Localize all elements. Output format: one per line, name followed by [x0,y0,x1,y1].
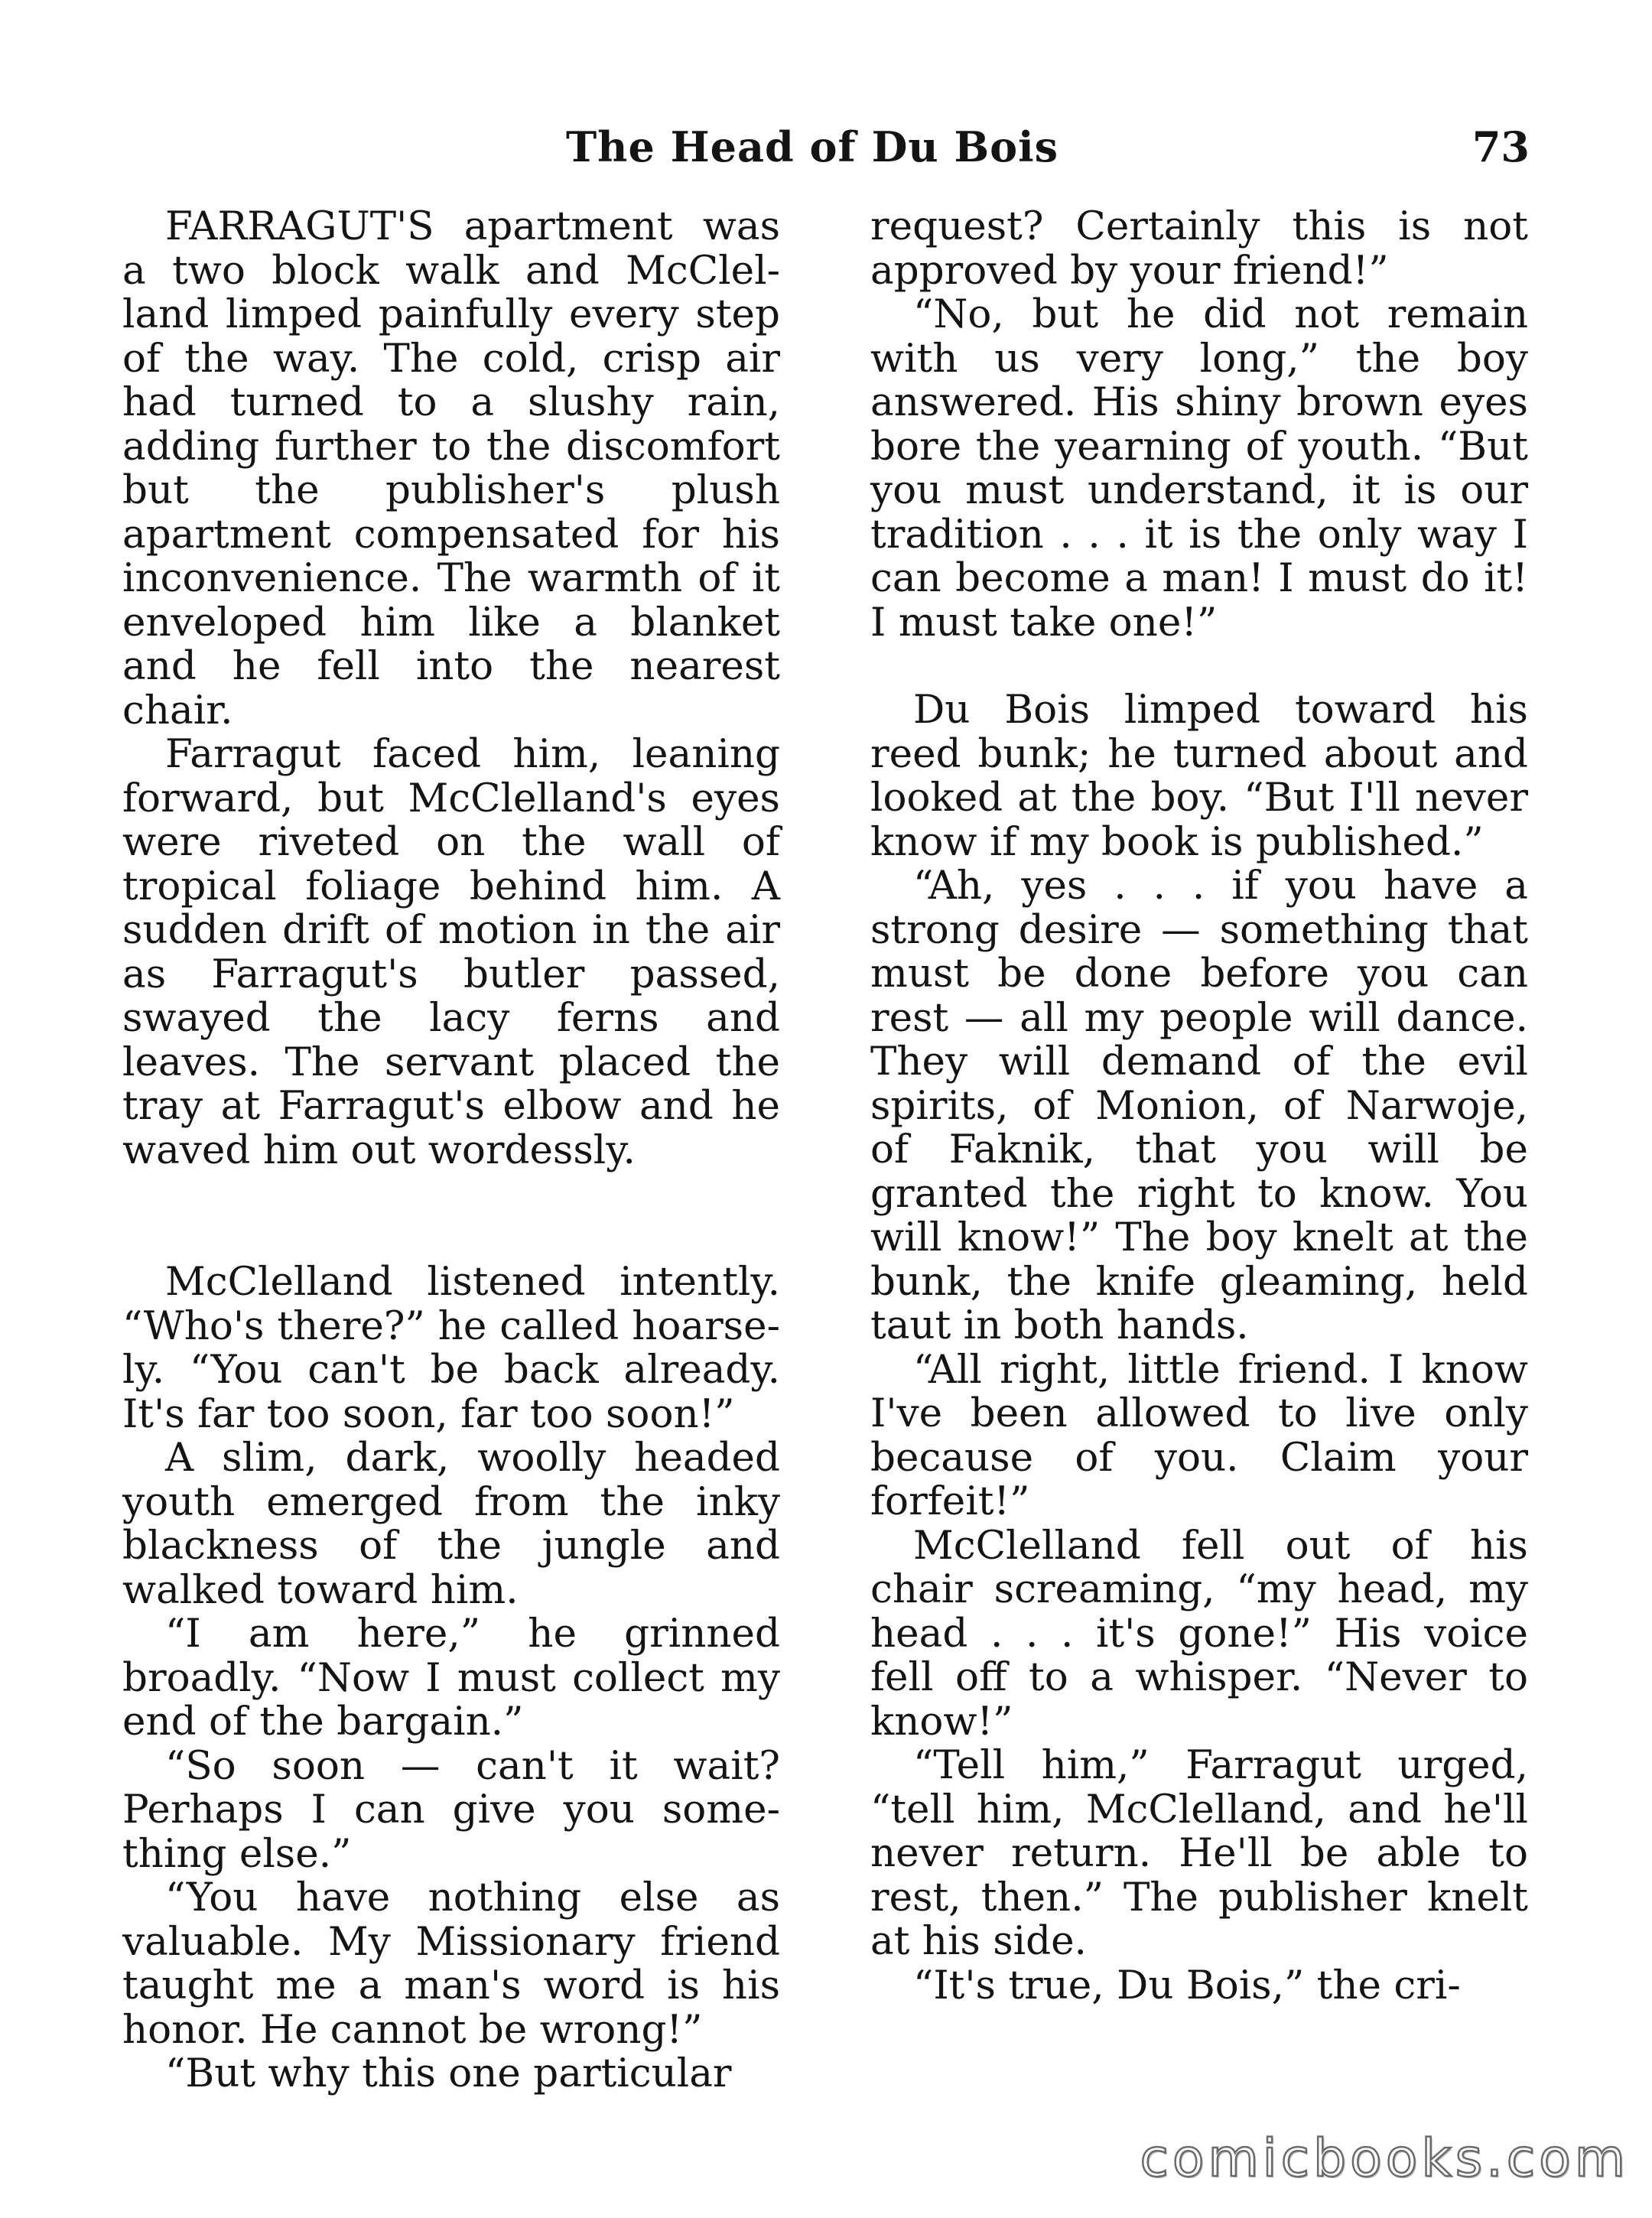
paragraph: FARRAGUT'S apartment was a two block walk and McClelland limped painfully every step of the way. The cold, crisp air had turned to a slushy rain, adding further to the discomfort but the publisher's plush apartment compensated for his inconvenience. The warmth of it enveloped him like a blanket and he fell into the nearest chair. [122,203,780,733]
paragraph: “I am here,” he grinned broadly. “Now I must collect my end of the bargain.” [122,1611,780,1745]
paragraph: McClelland listened intently. “Who's there?” he called hoarsely. “You can't be back already. It's far too soon, far too soon!” [122,1259,780,1437]
right-column [870,205,1528,2008]
watermark-logo: comicbooks.com [1140,2129,1629,2189]
paragraph: “But why this one particular [165,2051,732,2096]
left-column [122,205,780,2096]
page-number: 73 [1472,122,1530,171]
paragraph: A slim, dark, woolly headed youth emerged from the inky blackness of the jungle and walked toward him. [122,1435,780,1613]
paragraph: “So soon — can't it wait? Perhaps I can give you something else.” [122,1742,780,1877]
running-title: The Head of Du Bois [566,122,1059,171]
paragraph: request? Certainly this is not approved by your friend!” [870,203,1528,294]
paragraph: “You have nothing else as valuable. My Missionary friend taught me a man's word is his honor. He cannot be wrong!” [122,1875,780,2053]
paragraph: “Tell him,” Farragut urged, “tell him, McClelland, and he'll never return. He'll be able to rest, then.” The publisher knelt at his side. [870,1742,1528,1964]
paragraph: Farragut faced him, leaning forward, but McClelland's eyes were riveted on the wall of tropical foliage behind him. A sudden drift of motion in the air as Farragut's butler passed, swayed the lacy ferns and leaves. The servant placed the tray at Farragut's elbow and he waved him out wordessly. [122,731,780,1173]
paragraph: “It's true, Du Bois,” the cri- [913,1962,1461,2008]
paragraph: “All right, little friend. I know I've been allowed to live only because of you. Claim your forfeit!” [870,1346,1528,1524]
paragraph: “No, but he did not remain with us very long,” the boy answered. His shiny brown eyes bore the yearning of youth. “But you must understand, it is our tradition . . . it is the only way I can become a man! I must do it! I must take one!” [870,291,1528,646]
paragraph: McClelland fell out of his chair screaming, “my head, my head . . . it's gone!” His voice fell off to a whisper. “Never to know!” [870,1522,1528,1745]
paragraph: Du Bois limped toward his reed bunk; he turned about and looked at the boy. “But I'll never know if my book is published.” [870,687,1528,865]
paragraph: “Ah, yes . . . if you have a strong desire — something that must be done before you can rest — all my people will dance. They will demand of the evil spirits, of Monion, of Narwoje, of Faknik, that you will be granted the right to know. You will know!” The boy knelt at the bunk, the knife gleaming, held taut in both hands. [870,863,1528,1348]
